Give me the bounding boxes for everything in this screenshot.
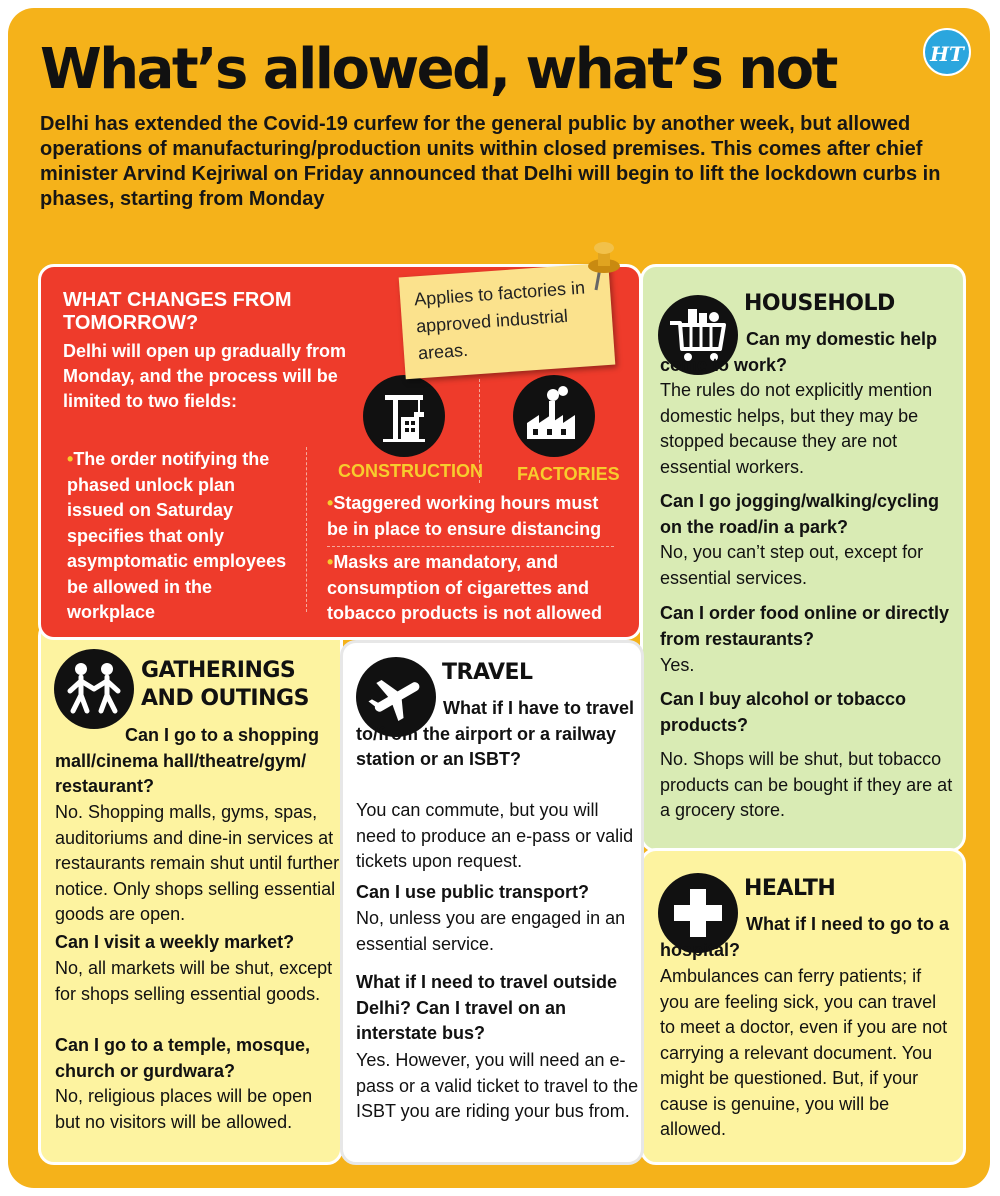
changes-lead: Delhi will open up gradually from Monday, and the process will be limited to two fields: [63, 341, 347, 411]
answer: The rules do not explicitly mention domestic helps, but they may be stopped because they are not essential workers. [660, 380, 933, 477]
answer: Yes. [660, 655, 695, 675]
factory-icon [513, 375, 595, 457]
bullet-item: •Staggered working hours must be in place to ensure distancing [327, 493, 602, 539]
question: Can I go to a temple, mosque, church or gurdwara? [55, 1035, 311, 1081]
answer: No. Shopping malls, gyms, spas, auditoriums and dine-in services at restaurants remain shut until further notice. Only shops selling essential goods are open. [55, 802, 340, 924]
health-panel [640, 848, 966, 1165]
gatherings-panel [38, 620, 343, 1165]
answer: No. Shops will be shut, but tobacco products can be bought if they are at a grocery store. [660, 749, 953, 820]
intro-text: Delhi has extended the Covid-19 curfew for the general public by another week, but allowed operations of manufacturing/production units within closed premises. This comes after chief minister Arvind Kejriwal on Friday announced that Delhi will begin to lift the lockdown curbs in phases, starting from Monday [40, 113, 941, 210]
question: Can I go to a shopping mall/cinema hall/theatre/gym/ restaurant? [55, 725, 319, 796]
travel-panel [340, 640, 644, 1165]
health-title: HEALTH [744, 876, 836, 901]
question: What if I have to travel to/from the airport or a railway station or an ISBT? [356, 698, 635, 769]
answer: No, you can’t step out, except for essential services. [660, 542, 924, 588]
household-title: HOUSEHOLD [744, 291, 895, 316]
question: Can I order food online or directly from restaurants? [660, 603, 950, 649]
construction-label: CONSTRUCTION [338, 461, 483, 481]
gatherings-title-line1: GATHERINGS [141, 658, 296, 683]
answer: No, unless you are engaged in an essential service. [356, 908, 626, 954]
question: What if I need to travel outside Delhi? Can I travel on an interstate bus? [356, 972, 618, 1043]
construction-icon [363, 375, 445, 457]
answer: No, all markets will be shut, except for shops selling essential goods. [55, 958, 333, 1004]
people-walking-icon [54, 649, 134, 729]
answer: Ambulances can ferry patients; if you are feeling sick, you can travel to meet a doctor, even if you are not carrying a relevant document. You might be questioned. But, if your cause is genuine, you will be allowed. [660, 966, 948, 1139]
factories-label: FACTORIES [517, 464, 620, 484]
gatherings-title-line2: AND OUTINGS [141, 686, 309, 711]
answer: Yes. However, you will need an e-pass or a valid ticket to travel to the ISBT you are riding your bus from. [356, 1050, 639, 1121]
answer: No, religious places will be open but no visitors will be allowed. [55, 1086, 313, 1132]
sticky-note-text: Applies to factories in approved industrial areas. [413, 277, 586, 364]
bullet-item: •The order notifying the phased unlock plan issued on Saturday specifies that only asymptomatic employees be allowed in the workplace [67, 449, 287, 622]
question: Can I use public transport? [356, 882, 590, 902]
answer: You can commute, but you will need to produce an e-pass or valid tickets upon request. [356, 800, 634, 871]
travel-title: TRAVEL [442, 660, 533, 685]
question: Can my domestic help come to work? [660, 329, 938, 375]
question: Can I go jogging/walking/cycling on the road/in a park? [660, 491, 940, 537]
question: What if I need to go to a hospital? [660, 914, 949, 960]
bullet-item: •Masks are mandatory, and consumption of cigarettes and tobacco products is not allowed [327, 552, 603, 623]
ht-logo: HT [923, 28, 971, 76]
pushpin-icon [580, 238, 624, 294]
changes-heading: WHAT CHANGES FROM TOMORROW? [63, 289, 292, 334]
page-title: What’s allowed, what’s not [40, 37, 836, 102]
question: Can I buy alcohol or tobacco products? [660, 689, 907, 735]
question: Can I visit a weekly market? [55, 932, 295, 952]
household-panel [640, 264, 966, 852]
bullet-divider [327, 546, 614, 547]
column-divider [306, 447, 307, 612]
